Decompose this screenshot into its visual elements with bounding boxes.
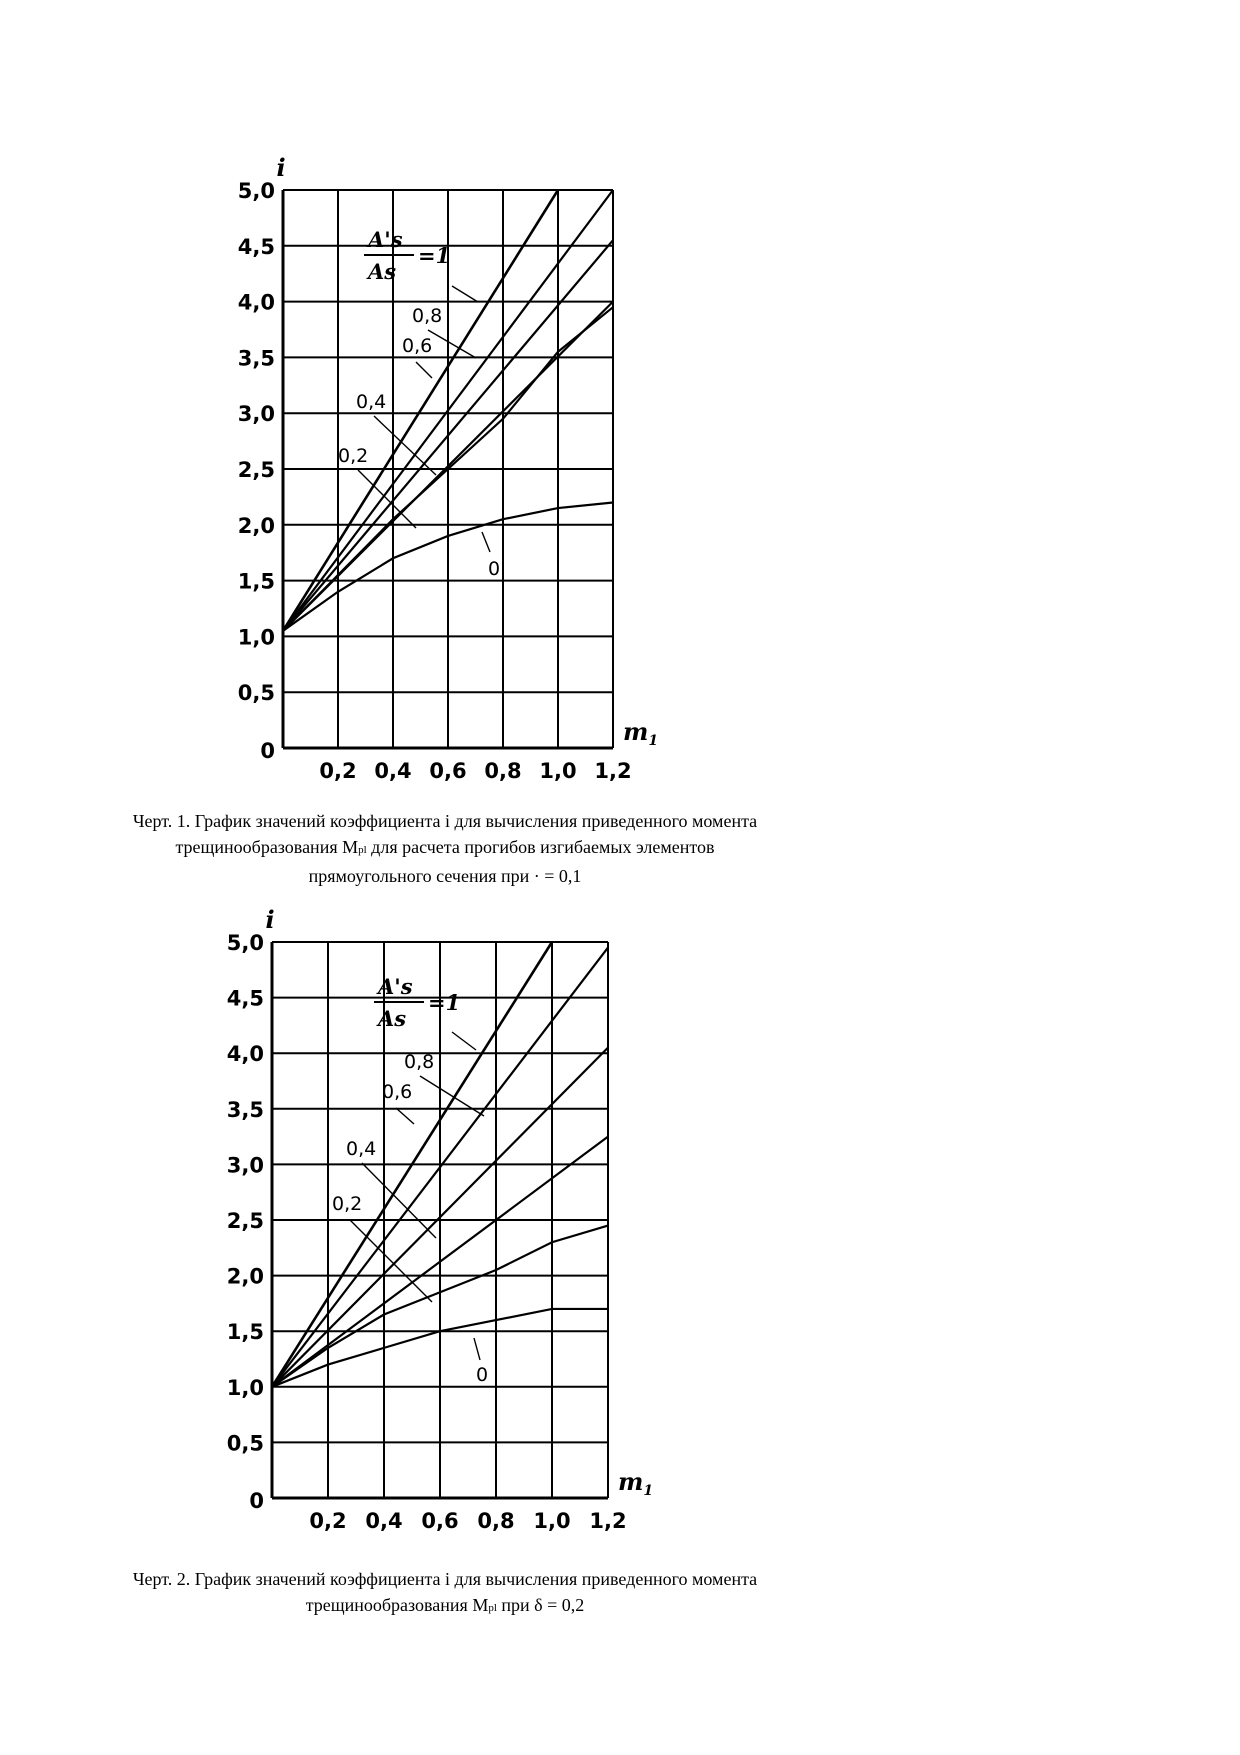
curve-label: 0,2 <box>332 1193 363 1215</box>
y-tick-label: 2,5 <box>237 458 275 482</box>
caption-2-text-b: при δ = 0,2 <box>496 1595 585 1615</box>
y-tick-label: 4,0 <box>226 1042 264 1067</box>
y-axis-label: i <box>265 905 275 934</box>
caption-1-subscript: pl <box>358 844 367 856</box>
y-tick-label: 4,5 <box>237 234 275 259</box>
curve-label: 0,4 <box>346 1138 377 1160</box>
fraction-numerator: A's <box>378 974 413 999</box>
x-tick-label: 0,2 <box>309 1509 347 1533</box>
curve-label: 0,8 <box>412 305 443 327</box>
curve-label: 0 <box>476 1364 489 1386</box>
chart-1 <box>0 0 1240 800</box>
chart-2-caption <box>120 1566 770 1621</box>
fraction-numerator: A's <box>368 227 403 252</box>
x-tick-label: 0,8 <box>484 759 522 783</box>
x-tick-label: 0,8 <box>477 1509 515 1533</box>
y-tick-label: 4,0 <box>237 290 275 315</box>
chart-1-svg <box>0 0 1240 800</box>
leader-line <box>452 1032 476 1050</box>
curve-label: 0,6 <box>382 1081 413 1103</box>
leader-line <box>452 286 478 302</box>
curve-label: 0,2 <box>338 445 369 467</box>
y-tick-label: 5,0 <box>226 931 264 955</box>
x-tick-label: 0,2 <box>319 759 357 783</box>
leader-line <box>416 362 432 378</box>
y-tick-label: 0 <box>260 739 275 763</box>
caption-2-subscript: pl <box>488 1602 497 1614</box>
y-tick-label: 4,5 <box>226 986 264 1011</box>
fraction-equals: =1 <box>428 990 461 1015</box>
y-tick-label: 2,5 <box>226 1209 264 1233</box>
x-tick-label: 1,0 <box>539 759 577 783</box>
y-tick-label: 3,0 <box>226 1153 264 1178</box>
curve-label: 0 <box>488 558 501 580</box>
curve-label: 0,6 <box>402 335 433 357</box>
x-tick-label: 1,2 <box>589 1509 627 1533</box>
x-tick-label: 0,6 <box>421 1509 459 1533</box>
y-tick-label: 5,0 <box>237 179 275 203</box>
leader-line <box>474 1338 480 1360</box>
legend-fraction <box>364 227 450 284</box>
leader-line <box>482 532 490 552</box>
chart-2-svg <box>0 830 1240 1590</box>
y-tick-label: 0,5 <box>237 681 275 706</box>
y-tick-label: 3,5 <box>226 1097 264 1122</box>
caption-1-text-b: для расчета прогибов изгибаемых элементов прямоугольного сечения при · = 0,1 <box>308 837 715 886</box>
chart-2 <box>0 830 1240 1590</box>
leader-line <box>396 1108 414 1124</box>
y-tick-label: 2,0 <box>226 1264 264 1289</box>
x-tick-label: 1,2 <box>594 759 632 783</box>
x-tick-label: 0,6 <box>429 759 467 783</box>
x-tick-label: 0,4 <box>374 759 412 783</box>
y-tick-label: 1,5 <box>237 569 275 594</box>
caption-1-text-a: Черт. 1. График значений коэффициента i для вычисления приведенного момента трещинообразования M <box>132 811 758 857</box>
fraction-denominator: As <box>368 259 397 284</box>
y-tick-label: 3,0 <box>237 402 275 427</box>
chart-2-grid <box>272 942 608 1498</box>
y-tick-label: 1,5 <box>226 1320 264 1345</box>
y-tick-label: 0,5 <box>226 1431 264 1456</box>
y-tick-label: 3,5 <box>237 346 275 371</box>
x-axis-label: $m_1$ <box>623 717 659 749</box>
curve-label: 0,4 <box>356 391 387 413</box>
x-tick-label: 1,0 <box>533 1509 571 1533</box>
y-tick-label: 1,0 <box>226 1375 264 1400</box>
y-tick-label: 0 <box>249 1489 264 1513</box>
caption-2-text-a: Черт. 2. График значений коэффициента i для вычисления приведенного момента трещинообразования M <box>132 1569 758 1615</box>
fraction-equals: =1 <box>418 243 451 268</box>
y-tick-label: 1,0 <box>237 625 275 650</box>
y-tick-label: 2,0 <box>237 513 275 538</box>
x-axis-label: $m_1$ <box>618 1467 654 1499</box>
curve-label: 0,8 <box>404 1051 435 1073</box>
y-axis-label: i <box>276 153 286 182</box>
legend-fraction <box>374 974 460 1031</box>
x-tick-label: 0,4 <box>365 1509 403 1533</box>
fraction-denominator: As <box>378 1006 407 1031</box>
leader-line <box>420 1076 484 1116</box>
